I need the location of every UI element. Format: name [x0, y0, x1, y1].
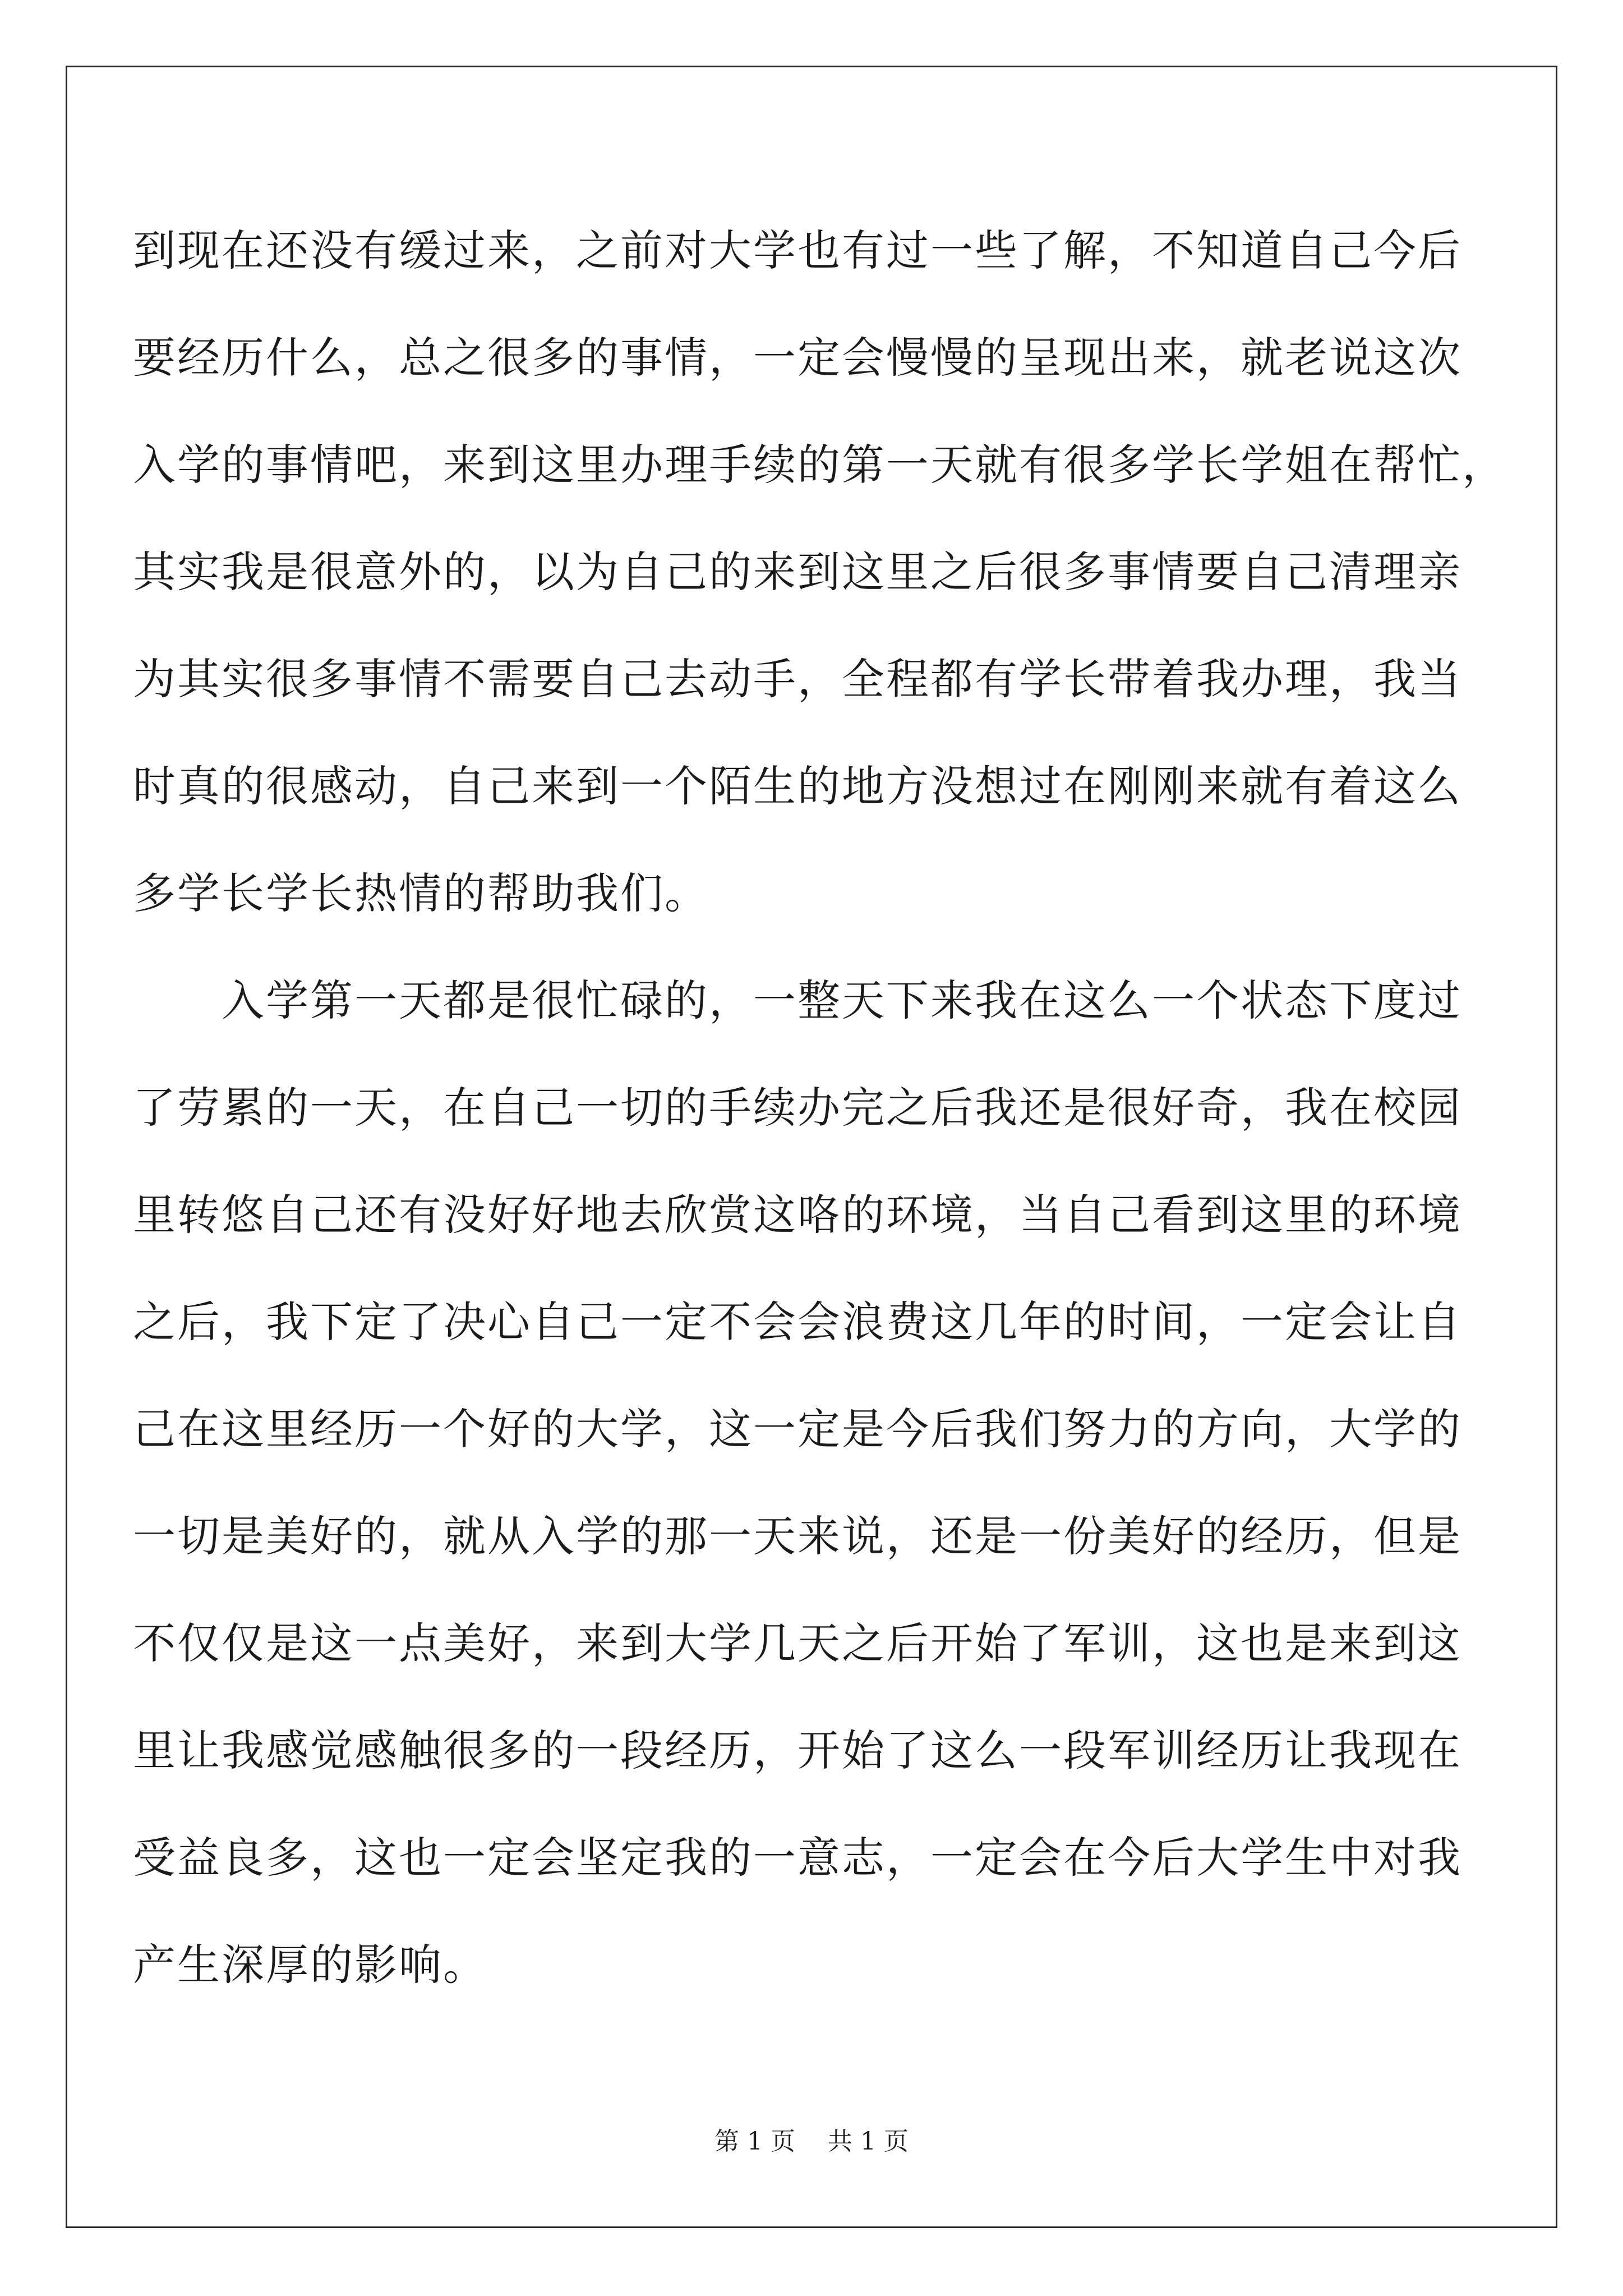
text-line: 为其实很多事情不需要自己去动手，全程都有学长带着我办理，我当 — [133, 654, 1462, 704]
text-line: 入学第一天都是很忙碌的，一整天下来我在这么一个状态下度过 — [133, 976, 1462, 1025]
document-body — [133, 197, 1506, 2018]
page-number-footer: 第 1 页 共 1 页 — [714, 2127, 909, 2156]
text-line: 到现在还没有缓过来，之前对大学也有过一些了解，不知道自己今后 — [133, 226, 1462, 275]
text-line: 多学长学长热情的帮助我们。 — [133, 868, 709, 918]
text-line: 受益良多，这也一定会坚定我的一意志，一定会在今后大学生中对我 — [133, 1833, 1462, 1883]
text-line: 不仅仅是这一点美好，来到大学几天之后开始了军训，这也是来到这 — [133, 1618, 1462, 1668]
text-line: 一切是美好的，就从入学的那一天来说，还是一份美好的经历，但是 — [133, 1511, 1462, 1561]
text-line: 产生深厚的影响。 — [133, 1940, 487, 1990]
text-line: 了劳累的一天，在自己一切的手续办完之后我还是很好奇，我在校园 — [133, 1083, 1462, 1133]
text-line: 之后，我下定了决心自己一定不会会浪费这几年的时间，一定会让自 — [133, 1297, 1462, 1347]
text-line: 入学的事情吧，来到这里办理手续的第一天就有很多学长学姐在帮忙， — [133, 440, 1506, 490]
text-line: 其实我是很意外的，以为自己的来到这里之后很多事情要自己清理亲 — [133, 547, 1462, 597]
text-line: 时真的很感动，自己来到一个陌生的地方没想过在刚刚来就有着这么 — [133, 761, 1462, 811]
text-line: 里转悠自己还有没好好地去欣赏这咯的环境，当自己看到这里的环境 — [133, 1190, 1462, 1240]
text-line: 要经历什么，总之很多的事情，一定会慢慢的呈现出来，就老说这次 — [133, 333, 1462, 383]
text-line: 里让我感觉感触很多的一段经历，开始了这么一段军训经历让我现在 — [133, 1726, 1462, 1775]
text-line: 己在这里经历一个好的大学，这一定是今后我们努力的方向，大学的 — [133, 1404, 1462, 1454]
